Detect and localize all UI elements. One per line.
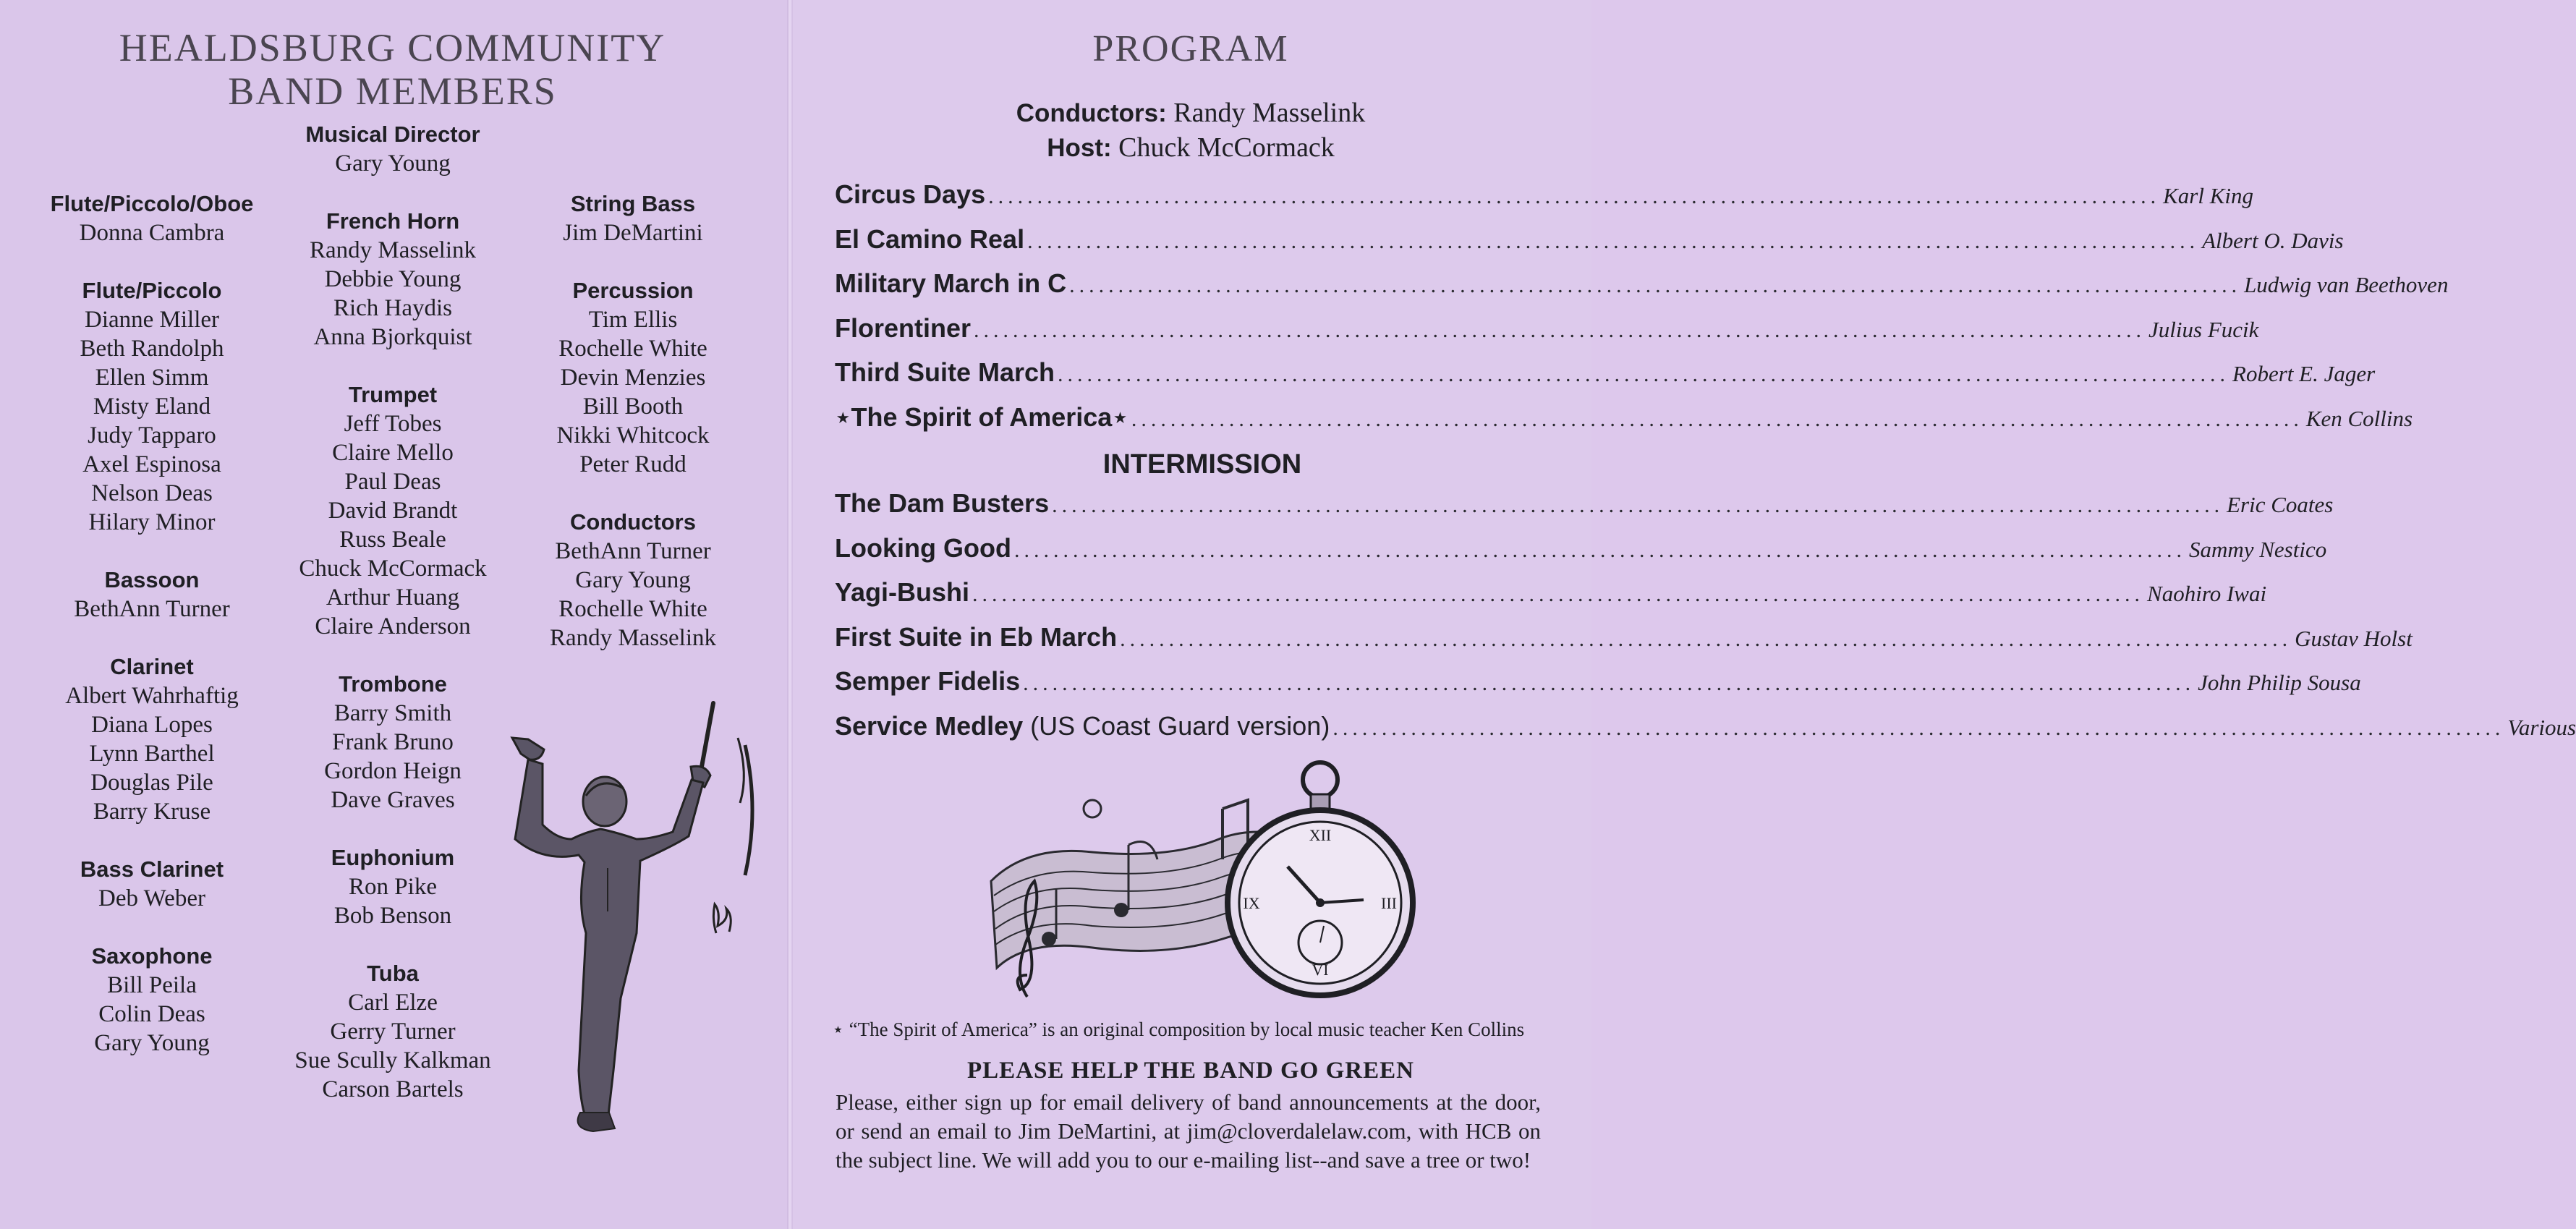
program-item-composer: Karl King [2163,183,2254,208]
piece-title: Looking Good [835,532,1011,563]
section-heading: Saxophone [91,943,213,969]
piece-title: Service Medley [835,710,1024,741]
program-item-composer: Sammy Nestico [2188,536,2327,562]
program-item [835,268,2449,313]
member-name: Bill Booth [582,394,684,420]
program-item-composer: Gustav Holst [2295,625,2413,651]
piece-title: Yagi-Bushi [835,577,970,607]
member-name: Bob Benson [333,903,452,929]
program-list [835,179,2576,755]
program-item-composer: Robert E. Jager [2232,361,2376,386]
section-french-horn [279,207,507,352]
section-heading: Flute/Piccolo/Oboe [50,191,254,216]
member-name: Lynn Barthel [89,741,215,767]
program-item [835,224,2344,269]
band-title-line2: BAND MEMBERS [228,69,557,113]
section-heading: Trumpet [348,382,438,407]
member-name: Chuck McCormack [299,556,487,582]
section-conductors [522,508,744,652]
member-name: Beth Randolph [80,336,224,362]
member-name: Carl Elze [348,990,438,1016]
dot-leader: ........................................................................................................................ [1332,715,2505,740]
member-name: Nikki Whitcock [556,422,710,448]
program-item [835,357,2376,402]
member-name: Gary Young [94,1030,210,1056]
member-name: Tim Ellis [588,307,678,333]
program-item-composer: Ken Collins [2305,405,2413,431]
section-clarinet [29,652,275,826]
program-item [835,710,2576,756]
section-heading: Clarinet [110,654,194,679]
program-item-title [835,488,1049,519]
piece-title: The Dam Busters [835,488,1050,518]
motion-line-icon [745,745,752,875]
program-item-title [835,224,1024,255]
program-item-title [835,666,1020,697]
dot-leader: ........................................................................................................................ [1058,362,2230,386]
member-name: Paul Deas [344,469,441,495]
section-heading: Tuba [367,961,419,986]
members-column-1 [29,190,275,1086]
member-name: Gary Young [335,150,451,177]
piece-title: Military March in C [835,268,1067,298]
program-item [835,532,2327,578]
program-title: PROGRAM [1092,28,1289,69]
program-item-title [835,357,1055,388]
svg-text:VI: VI [1312,961,1329,979]
member-name: Sue Scully Kalkman [294,1047,491,1073]
conductor-figure-icon [512,738,710,1131]
dot-leader: ........................................................................................................................ [1069,273,2242,297]
program-item [835,666,2361,711]
dot-leader: ........................................................................................................................ [1120,626,2292,651]
piece-title: Third Suite March [835,357,1055,387]
band-members-title [0,26,785,113]
member-name: Diana Lopes [91,712,213,738]
section-heading: Musical Director [305,122,480,147]
svg-text:IX: IX [1243,894,1260,912]
section-heading: Conductors [570,509,696,535]
program-item-title [835,533,1011,564]
program-item [835,401,2413,447]
member-name: Bill Peila [107,972,197,998]
member-name: Dave Graves [331,787,455,813]
host-line [790,130,1591,166]
section-heading: Flute/Piccolo [82,278,222,303]
member-name: Barry Smith [333,700,452,726]
member-name: Russ Beale [339,527,446,553]
member-name: Devin Menzies [560,365,706,391]
watch-and-staff-illustration [984,758,1411,1011]
program-first-half [835,179,2449,446]
dot-leader: ........................................................................................................................ [988,184,2161,208]
member-name: Douglas Pile [90,770,213,796]
program-item [835,312,2259,358]
dot-leader: ........................................................................................................................ [974,318,2146,342]
member-name: Claire Anderson [315,613,471,639]
member-name: Colin Deas [98,1001,205,1027]
member-name: Hilary Minor [88,509,216,535]
member-name: Jim DeMartini [563,220,703,246]
member-name: Judy Tapparo [88,422,216,448]
dot-leader: ........................................................................................................................ [1027,229,2200,253]
member-name: Gerry Turner [330,1019,456,1045]
section-heading: String Bass [570,191,696,216]
program-item-title [835,179,985,210]
program-item-composer: Naohiro Iwai [2147,581,2267,606]
member-name: Peter Rudd [579,451,686,477]
section-euphonium [279,843,507,930]
section-heading: Bassoon [104,567,200,592]
piece-title: Circus Days [835,179,986,209]
program-item-title [835,268,1066,299]
program-item-title [835,711,1330,741]
member-name: Axel Espinosa [82,451,221,477]
member-name: Misty Eland [93,394,211,420]
member-name: Dianne Miller [84,307,220,333]
member-name: Claire Mello [332,440,454,466]
section-bassoon [29,566,275,624]
piece-title: Florentiner [835,312,972,343]
svg-text:XII: XII [1309,826,1332,844]
member-name: BethAnn Turner [74,596,230,622]
member-name: Rich Haydis [333,295,453,321]
piece-title: First Suite in Eb March [835,621,1118,652]
member-name: David Brandt [328,498,458,524]
section-trumpet [279,380,507,641]
section-musical-director [279,120,507,178]
member-name: Deb Weber [98,885,205,911]
program-item-composer: Ludwig van Beethoven [2244,272,2449,297]
piece-title-note: (US Coast Guard version) [1030,710,1330,741]
members-column-2 [279,120,507,1133]
program-item-title [835,402,1128,433]
host-label: Host: [1047,134,1112,162]
dot-leader: ........................................................................................................................ [1131,407,2303,431]
program-item-title [835,622,1117,652]
program-item-composer: Albert O. Davis [2202,227,2344,253]
member-name: Randy Masselink [309,237,477,263]
member-name: Donna Cambra [79,220,225,246]
go-green-body: Please, either sign up for email delivery of band announcements at the door, or send an email to Jim DeMartini, at jim@cloverdalelaw.com, with HCB on the subject line. We will add you to our e-mailing list--and save a tree or two! [836,1089,1541,1173]
member-name: Ellen Simm [95,365,209,391]
section-trombone [279,670,507,815]
program-item-composer: Julius Fucik [2148,316,2259,342]
members-column-3 [522,190,744,681]
dot-leader: ........................................................................................................................ [1052,493,2224,517]
member-name: Anna Bjorkquist [313,324,472,350]
pocket-watch-icon [1228,762,1413,995]
intermission-heading: INTERMISSION [1102,449,1302,480]
section-flute-piccolo [29,276,275,537]
program-item-title [835,577,969,608]
section-heading: Bass Clarinet [80,856,224,882]
section-heading: French Horn [326,208,460,234]
member-name: Frank Bruno [332,729,454,755]
section-heading: Trombone [339,671,447,697]
program-second-half [835,488,2576,755]
piece-title: El Camino Real [835,224,1025,254]
dot-leader: ........................................................................................................................ [1023,671,2195,695]
member-name: Carson Bartels [322,1076,464,1102]
member-name: Arthur Huang [326,584,460,611]
conductors-line [790,95,1591,131]
program-item-composer: Eric Coates [2227,492,2334,517]
member-name: Albert Wahrhaftig [65,683,239,709]
member-name: Rochelle White [558,336,707,362]
section-heading: Euphonium [331,845,455,870]
band-title-line1: HEALDSBURG COMMUNITY [119,26,666,69]
section-saxophone [29,942,275,1058]
member-name: Rochelle White [558,596,707,622]
section-tuba [279,959,507,1104]
member-name: BethAnn Turner [555,538,711,564]
member-name: Nelson Deas [91,480,213,506]
member-name: Ron Pike [349,874,437,900]
program-item [835,488,2334,533]
go-green-title: PLEASE HELP THE BAND GO GREEN [967,1058,1414,1084]
host-value: Chuck McCormack [1118,132,1335,163]
conductor-illustration [499,694,760,1136]
section-bass-clarinet [29,855,275,913]
dot-leader: ........................................................................................................................ [972,582,2145,606]
section-string-bass [522,190,744,247]
section-heading: Percussion [572,278,694,303]
piece-title: ⋆The Spirit of America⋆ [835,401,1128,432]
dot-leader: ........................................................................................................................ [1013,537,2186,562]
page-fold [787,0,793,1229]
spirit-footnote: ⋆ “The Spirit of America” is an original composition by local music teacher Ken Collins [832,1019,1525,1040]
member-name: Debbie Young [324,266,462,292]
program-item-composer: John Philip Sousa [2198,670,2361,695]
member-name: Jeff Tobes [344,411,442,437]
conductors-label: Conductors: [1016,99,1167,127]
member-name: Randy Masselink [549,625,717,651]
member-name: Gary Young [575,567,691,593]
program-item [835,577,2267,622]
program-item [835,621,2413,667]
conductors-value: Randy Masselink [1173,98,1366,128]
program-item [835,179,2254,224]
baton-icon [702,703,713,767]
program-item-composer: Various [2507,714,2576,740]
member-name: Barry Kruse [93,799,211,825]
svg-text:III: III [1381,894,1397,912]
piece-title: Semper Fidelis [835,666,1021,696]
program-item-title [835,313,971,344]
section-percussion [522,276,744,479]
section-flute-piccolo-oboe [29,190,275,247]
member-name: Gordon Heign [324,758,462,784]
